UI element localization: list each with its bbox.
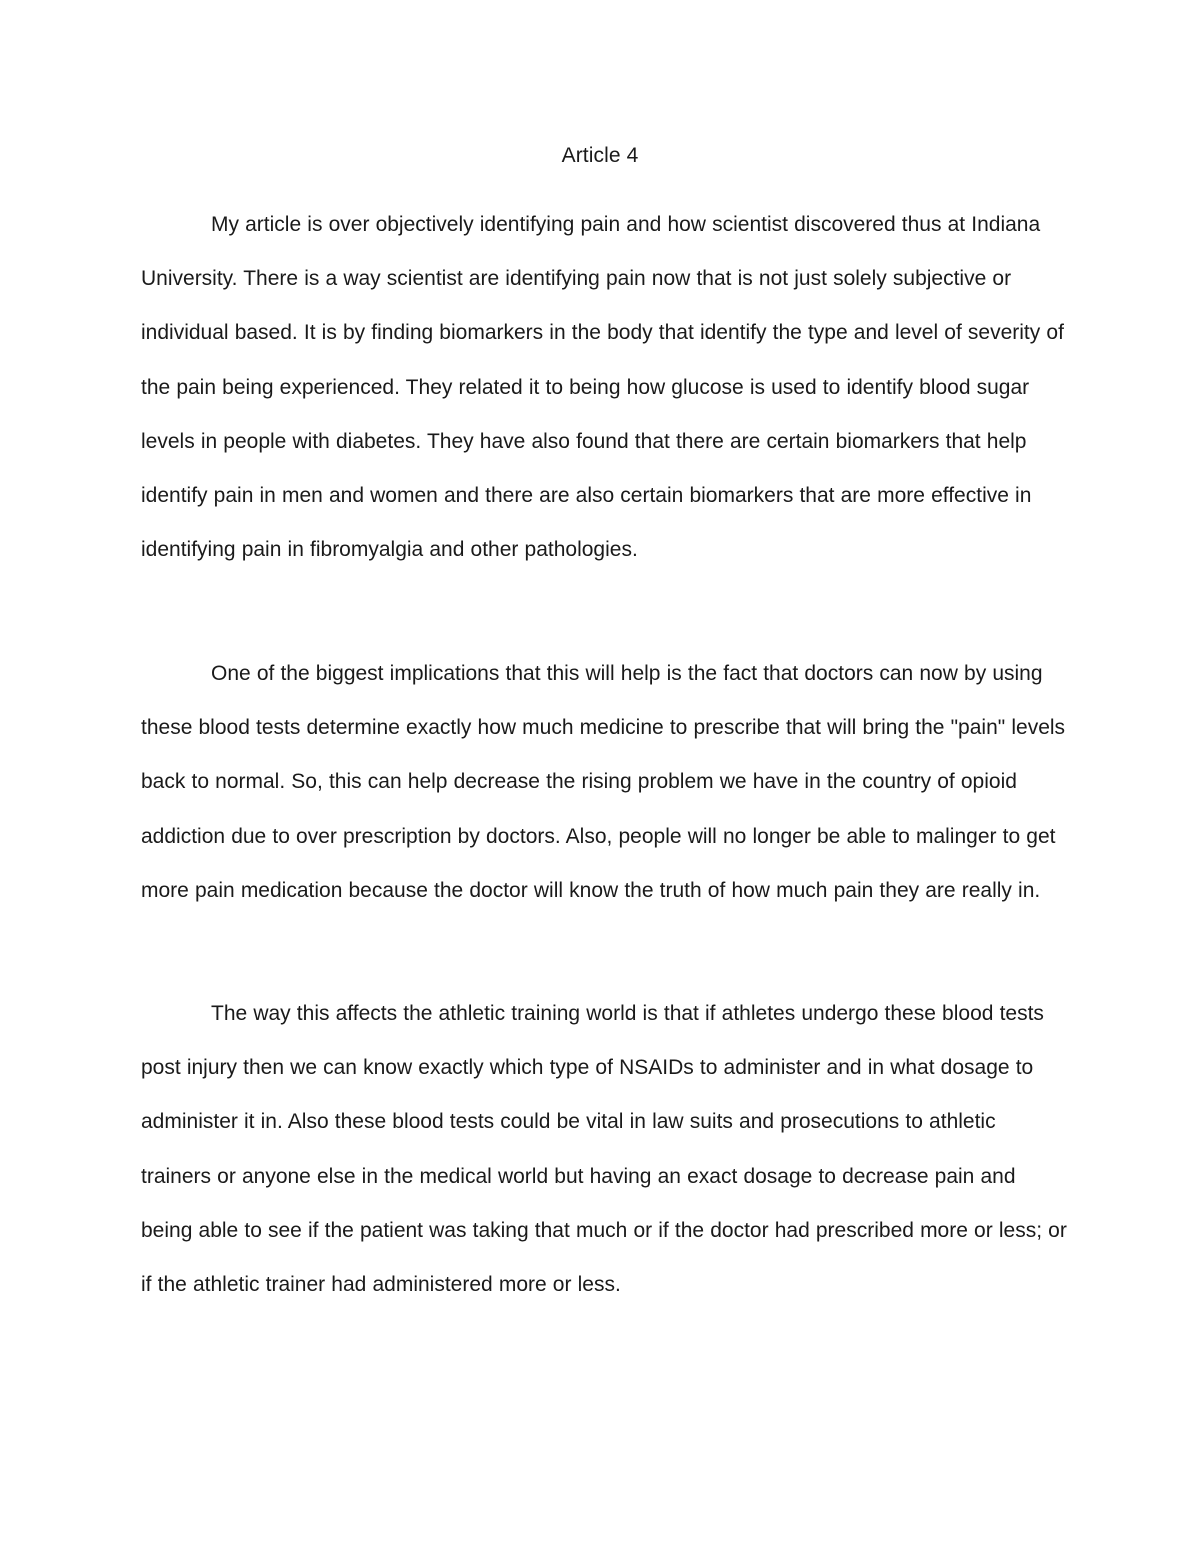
paragraph-3: The way this affects the athletic training world is that if athletes undergo these blood tests post injury then we can know exactly which type of NSAIDs to administer and in what dosage to administer it in. Also these blood tests could be vital in law suits and prosecutions to athletic trainers or anyone else in the medical world but having an exact dosage to decrease pain and being able to see if the patient was taking that much or if the doctor had prescribed more or less; or if the athletic trainer had administered more or less. bbox=[141, 1002, 1067, 1297]
paragraph-1: My article is over objectively identifying pain and how scientist discovered thus at Indiana University. There is a way scientist are identifying pain now that is not just solely subjective or individual based. It is by finding biomarkers in the body that identify the type and level of severity of the pain being experienced. They related it to being how glucose is used to identify blood sugar levels in people with diabetes. They have also found that there are certain biomarkers that help identify pain in men and women and there are also certain biomarkers that are more effective in identifying pain in fibromyalgia and other pathologies. bbox=[141, 213, 1064, 562]
paragraph-2: One of the biggest implications that this will help is the fact that doctors can now by using these blood tests determine exactly how much medicine to prescribe that will bring the "pain" levels back to normal. So, this can help decrease the rising problem we have in the country of opioid addiction due to over prescription by doctors. Also, people will no longer be able to malinger to get more pain medication because the doctor will know the truth of how much pain they are really in. bbox=[141, 662, 1066, 902]
document-title: Article 4 bbox=[561, 144, 639, 167]
